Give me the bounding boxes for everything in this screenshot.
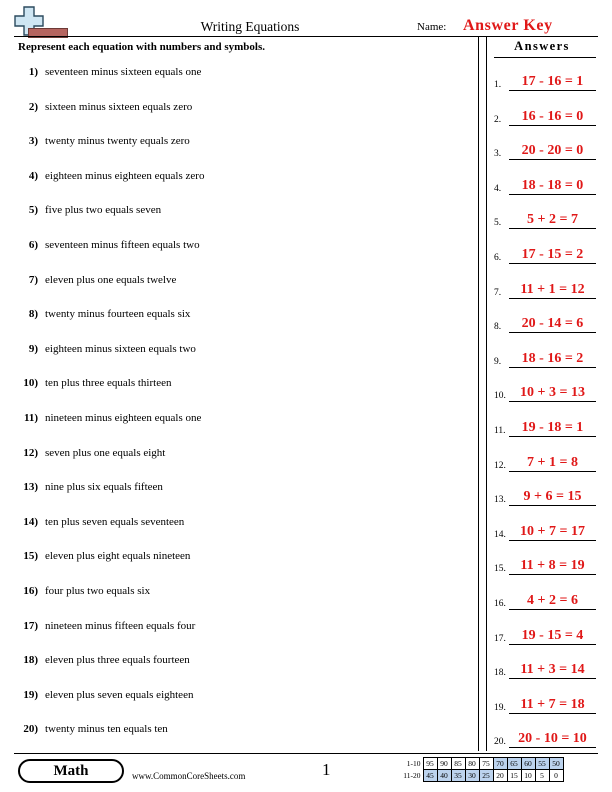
- question-number: 4): [28, 169, 38, 182]
- answer-line: [509, 574, 596, 575]
- answer-value: 7 + 1 = 8: [527, 454, 578, 470]
- answer-line: [509, 401, 596, 402]
- answer-value: 4 + 2 = 6: [527, 593, 578, 608]
- answers-heading: Answers: [514, 39, 570, 53]
- answer-line: [509, 125, 596, 126]
- answer-number: 11.: [494, 426, 506, 436]
- answer-value: 11 + 7 = 18: [520, 696, 585, 712]
- score-cell: 90: [437, 758, 451, 770]
- page-number: 1: [322, 760, 331, 779]
- answer-key-label: Answer Key: [463, 17, 553, 34]
- answer-line: [509, 540, 596, 541]
- answer-number: 17.: [494, 633, 506, 644]
- question-text: eleven plus three equals fourteen: [45, 654, 190, 667]
- question-number: 9): [28, 342, 38, 355]
- question-number: 16): [23, 585, 38, 597]
- score-cell: 15: [507, 770, 521, 782]
- answer-value: 9 + 6 = 15: [523, 489, 582, 505]
- score-cell: 0: [549, 770, 563, 782]
- answer-number: 9.: [494, 356, 502, 367]
- question-text: seventeen minus sixteen equals one: [45, 66, 202, 78]
- answer-line: [509, 298, 596, 299]
- answer-value: 20 - 20 = 0: [521, 143, 584, 159]
- question-number: 5): [28, 204, 38, 217]
- score-cell: 5: [535, 770, 549, 782]
- answer-line: [509, 263, 596, 264]
- question-number: 10): [23, 377, 38, 390]
- question-text: twenty minus fourteen equals six: [45, 308, 191, 321]
- answer-value: 5 + 2 = 7: [527, 212, 578, 228]
- answer-number: 3.: [494, 149, 502, 160]
- answer-value: 11 + 1 = 12: [520, 281, 585, 297]
- answer-value: 18 - 18 = 0: [521, 177, 584, 193]
- answer-line: [509, 90, 596, 91]
- answer-value: 10 + 3 = 13: [520, 385, 585, 401]
- answer-number: 16.: [494, 599, 506, 609]
- question-number: 18): [23, 654, 38, 667]
- answer-number: 12.: [494, 460, 506, 471]
- score-cell: 25: [479, 770, 493, 782]
- answer-line: [509, 194, 596, 195]
- score-cell: 20: [493, 770, 507, 782]
- answer-number: 20.: [494, 737, 506, 748]
- answer-line: [509, 505, 596, 506]
- score-row: [394, 758, 563, 770]
- answer-number: 19.: [494, 702, 506, 713]
- score-table: [394, 757, 564, 782]
- question-text: seven plus one equals eight: [45, 446, 166, 459]
- score-cell: 40: [437, 770, 451, 782]
- score-cell: 35: [451, 770, 465, 782]
- question-text: four plus two equals six: [45, 585, 151, 597]
- question-text: sixteen minus sixteen equals zero: [45, 100, 193, 113]
- plus-logo-icon: [14, 6, 68, 40]
- answer-value: 20 - 10 = 10: [518, 731, 587, 747]
- question-text: eighteen minus sixteen equals two: [45, 342, 196, 355]
- name-label: Name:: [417, 21, 447, 33]
- answer-number: 2.: [494, 114, 502, 125]
- column-divider: [478, 36, 479, 751]
- answer-value: 10 + 7 = 17: [520, 523, 585, 539]
- column-divider: [486, 36, 487, 751]
- answer-line: [509, 609, 596, 610]
- answer-line: [509, 159, 596, 160]
- answer-value: 19 - 18 = 1: [521, 420, 584, 435]
- answer-value: 16 - 16 = 0: [521, 108, 584, 124]
- answer-line: [509, 332, 596, 333]
- question-text: ten plus seven equals seventeen: [45, 515, 185, 528]
- subject-badge: Math: [18, 759, 124, 783]
- question-number: 6): [28, 239, 38, 251]
- question-number: 13): [23, 481, 38, 494]
- score-row: [394, 770, 563, 782]
- worksheet-title: Writing Equations: [200, 19, 300, 34]
- score-cell: 65: [507, 758, 521, 770]
- question-number: 11): [23, 412, 38, 424]
- answer-value: 11 + 3 = 14: [520, 662, 585, 678]
- question-number: 15): [23, 550, 38, 563]
- question-text: nineteen minus fifteen equals four: [45, 619, 196, 632]
- answer-line: [509, 367, 596, 368]
- answer-number: 14.: [494, 529, 506, 540]
- question-text: eighteen minus eighteen equals zero: [45, 169, 205, 182]
- score-cell: 80: [465, 758, 479, 770]
- answer-number: 8.: [494, 322, 502, 333]
- answer-value: 20 - 14 = 6: [521, 316, 584, 332]
- question-number: 7): [28, 273, 38, 286]
- answer-line: [509, 471, 596, 472]
- answer-number: 5.: [494, 218, 502, 229]
- question-number: 19): [23, 688, 38, 701]
- score-cell: 85: [451, 758, 465, 770]
- question-text: seventeen minus fifteen equals two: [45, 239, 200, 251]
- question-number: 12): [23, 446, 38, 459]
- answer-number: 6.: [494, 253, 502, 263]
- question-text: five plus two equals seven: [45, 204, 162, 217]
- question-text: eleven plus seven equals eighteen: [45, 688, 194, 701]
- score-row-label: 1-10: [406, 759, 421, 768]
- answer-value: 17 - 15 = 2: [521, 247, 584, 262]
- answer-number: 7.: [494, 287, 502, 298]
- answer-number: 1.: [494, 80, 502, 90]
- question-number: 8): [28, 308, 38, 321]
- score-cell: 30: [465, 770, 479, 782]
- website-link[interactable]: www.CommonCoreSheets.com: [132, 771, 246, 781]
- answer-number: 13.: [494, 495, 506, 506]
- answer-value: 19 - 15 = 4: [521, 627, 584, 643]
- score-cell: 60: [521, 758, 535, 770]
- question-number: 17): [23, 619, 38, 632]
- question-number: 3): [28, 135, 38, 148]
- answer-line: [509, 644, 596, 645]
- answer-number: 15.: [494, 564, 506, 575]
- score-cell: 10: [521, 770, 535, 782]
- answer-line: [509, 678, 596, 679]
- question-text: nineteen minus eighteen equals one: [45, 412, 202, 424]
- answer-line: [509, 747, 596, 748]
- answer-value: 11 + 8 = 19: [520, 558, 585, 574]
- score-cell: 55: [535, 758, 549, 770]
- footer-divider: [14, 753, 598, 754]
- answer-value: 17 - 16 = 1: [521, 74, 584, 89]
- question-text: ten plus three equals thirteen: [45, 377, 172, 390]
- question-text: twenty minus twenty equals zero: [45, 135, 190, 148]
- question-text: twenty minus ten equals ten: [45, 723, 168, 736]
- answer-number: 4.: [494, 183, 502, 194]
- question-text: nine plus six equals fifteen: [45, 481, 163, 494]
- question-number: 1): [28, 66, 38, 78]
- question-text: eleven plus one equals twelve: [45, 273, 177, 286]
- score-cell: 70: [493, 758, 507, 770]
- instructions: Represent each equation with numbers and symbols.: [18, 41, 266, 53]
- answer-number: 10.: [494, 391, 506, 402]
- answer-line: [509, 436, 596, 437]
- score-cell: 50: [549, 758, 563, 770]
- score-cell: 95: [423, 758, 437, 770]
- header-divider: [14, 36, 598, 37]
- answers-heading-underline: [494, 57, 596, 58]
- answer-value: 18 - 16 = 2: [521, 350, 584, 366]
- answer-number: 18.: [494, 668, 506, 679]
- score-row-label: 11-20: [403, 771, 421, 780]
- question-number: 14): [23, 515, 38, 528]
- answer-line: [509, 713, 596, 714]
- question-text: eleven plus eight equals nineteen: [45, 550, 191, 563]
- score-cell: 45: [423, 770, 437, 782]
- question-number: 20): [23, 723, 38, 736]
- score-cell: 75: [479, 758, 493, 770]
- answer-line: [509, 228, 596, 229]
- question-number: 2): [28, 100, 38, 113]
